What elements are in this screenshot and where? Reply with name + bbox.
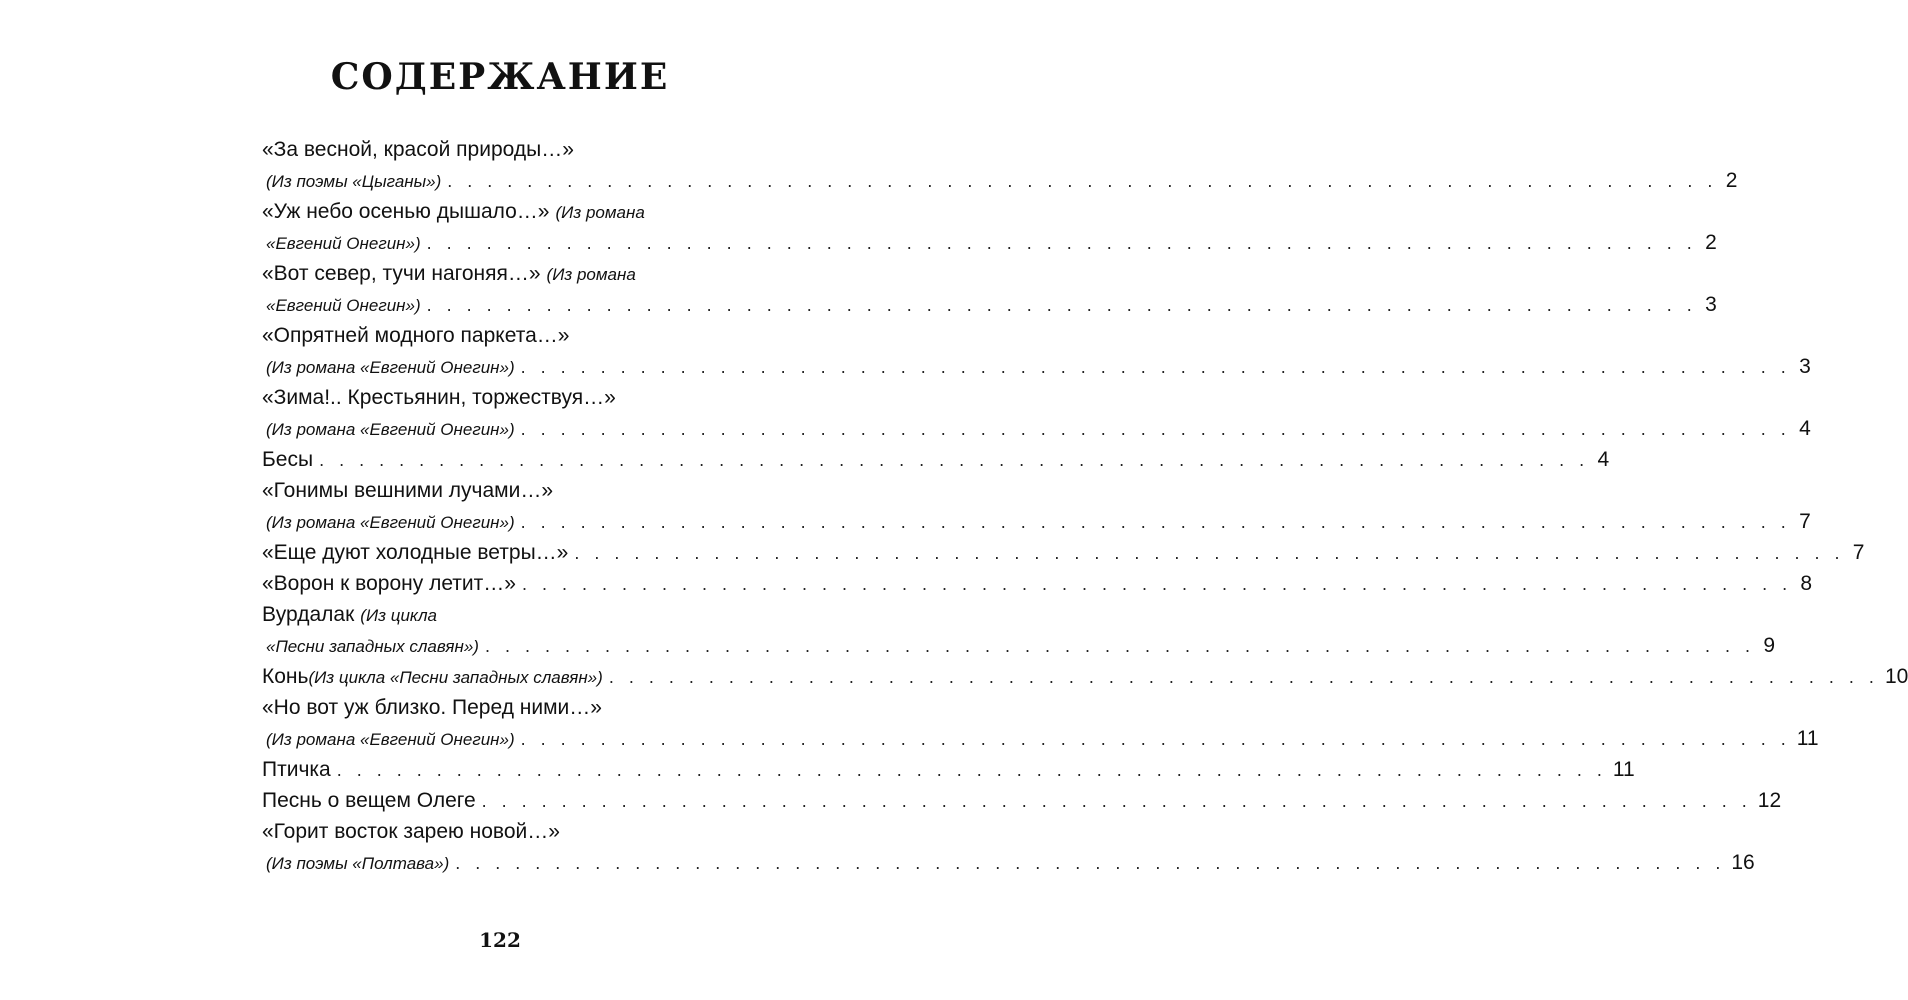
toc-page-number: 2: [1705, 231, 1717, 254]
toc-entry-source: (Из романа: [546, 265, 636, 284]
toc-page-number: 11: [1612, 758, 1635, 781]
toc-leader-dots: . . . . . . . . . . . . . . . . . . . . . . . . . . . . . . . . . . . . . . . . . . . . . . . . . . . . . . . . . . . . . . . .: [520, 512, 1791, 532]
toc-entry: [262, 754, 1635, 785]
toc-page-number: 8: [1800, 572, 1813, 595]
toc-page-number: 7: [1799, 510, 1811, 533]
toc-leader-dots: . . . . . . . . . . . . . . . . . . . . . . . . . . . . . . . . . . . . . . . . . . . . . . . . . . . . . . . . . . . . . . . .: [455, 853, 1726, 873]
toc-line: [262, 630, 1776, 661]
toc-entry: [262, 444, 1610, 475]
toc-entry-source: (Из поэмы «Цыганы»): [266, 172, 442, 191]
toc-leader-dots: . . . . . . . . . . . . . . . . . . . . . . . . . . . . . . . . . . . . . . . . . . . . . . . . . . . . . . . . . . . . . . . .: [521, 574, 1793, 594]
toc-entry: [262, 320, 1811, 382]
toc-entry-title: Песнь о вещем Олеге: [262, 789, 476, 812]
toc-entry-source: «Песни западных славян»): [266, 637, 479, 656]
toc-leader-dots: . . . . . . . . . . . . . . . . . . . . . . . . . . . . . . . . . . . . . . . . . . . . . . . . . . . . . . . . . . . . . . . .: [336, 760, 1607, 780]
table-of-contents: [262, 134, 1908, 878]
toc-line: [262, 320, 728, 351]
toc-page-number: 12: [1757, 789, 1782, 812]
toc-line: [262, 816, 728, 847]
toc-entry: [262, 599, 1776, 661]
toc-entry-title: «Ворон к ворону летит…»: [262, 572, 516, 595]
toc-entry: [262, 692, 1819, 754]
toc-entry-source: (Из цикла: [360, 606, 437, 625]
toc-line: [262, 661, 1908, 692]
toc-line: [262, 196, 728, 227]
toc-page-number: 4: [1597, 448, 1610, 471]
toc-entry-source: (Из романа «Евгений Онегин»): [266, 513, 515, 532]
toc-page-number: 2: [1725, 169, 1738, 192]
toc-entry-title: «За весной, красой природы…»: [262, 138, 574, 161]
toc-entry-title: «Вот север, тучи нагоняя…»: [262, 262, 541, 285]
toc-entry-source: (Из цикла «Песни западных славян»): [308, 668, 603, 687]
toc-entry-source: (Из романа «Евгений Онегин»): [266, 420, 515, 439]
page-number: 122: [479, 928, 521, 952]
toc-leader-dots: . . . . . . . . . . . . . . . . . . . . . . . . . . . . . . . . . . . . . . . . . . . . . . . . . . . . . . . . . . . . . . . .: [426, 295, 1697, 315]
toc-entry-source: (Из поэмы «Полтава»): [266, 854, 450, 873]
toc-entry: [262, 568, 1813, 599]
toc-leader-dots: . . . . . . . . . . . . . . . . . . . . . . . . . . . . . . . . . . . . . . . . . . . . . . . . . . . . . . . . . . . . . . . .: [520, 357, 1791, 377]
toc-entry-source: (Из романа «Евгений Онегин»): [266, 730, 515, 749]
toc-page-number: 3: [1705, 293, 1717, 316]
toc-leader-dots: . . . . . . . . . . . . . . . . . . . . . . . . . . . . . . . . . . . . . . . . . . . . . . . . . . . . . . . . . . . . . . . .: [520, 729, 1791, 749]
toc-line: [262, 475, 728, 506]
toc-entry-title: «Горит восток зарею новой…»: [262, 820, 560, 843]
toc-entry: [262, 196, 1717, 258]
toc-line: [262, 413, 1811, 444]
toc-line: [262, 165, 1738, 196]
toc-entry-title: Птичка: [262, 758, 331, 781]
toc-entry: [262, 134, 1738, 196]
toc-line: [262, 444, 1610, 475]
toc-entry-title: «Уж небо осенью дышало…»: [262, 200, 550, 223]
toc-line: [262, 134, 728, 165]
toc-entry-title: «Опрятней модного паркета…»: [262, 324, 570, 347]
toc-entry-source: (Из романа: [555, 203, 645, 222]
toc-line: [262, 723, 1819, 754]
toc-line: [262, 692, 728, 723]
toc-line: [262, 754, 1635, 785]
toc-entry-source: (Из романа «Евгений Онегин»): [266, 358, 515, 377]
toc-entry: [262, 537, 1865, 568]
toc-page-number: 4: [1799, 417, 1811, 440]
toc-entry-title: Вурдалак: [262, 603, 355, 626]
toc-line: [262, 227, 1717, 258]
toc-line: [262, 506, 1811, 537]
toc-line: [262, 382, 728, 413]
toc-line: [262, 258, 728, 289]
toc-line: [262, 289, 1717, 320]
toc-entry-title: «Еще дуют холодные ветры…»: [262, 541, 569, 564]
toc-entry: [262, 475, 1811, 537]
toc-page-number: 16: [1731, 851, 1755, 874]
toc-entry-title: «Зима!.. Крестьянин, торжествуя…»: [262, 386, 616, 409]
toc-leader-dots: . . . . . . . . . . . . . . . . . . . . . . . . . . . . . . . . . . . . . . . . . . . . . . . . . . . . . . . . . . . . . . . .: [426, 233, 1697, 253]
toc-page-number: 9: [1763, 634, 1776, 657]
toc-leader-dots: . . . . . . . . . . . . . . . . . . . . . . . . . . . . . . . . . . . . . . . . . . . . . . . . . . . . . . . . . . . . . . . .: [484, 636, 1756, 656]
toc-line: [262, 351, 1811, 382]
toc-entry-title: Бесы: [262, 448, 314, 471]
toc-leader-dots: . . . . . . . . . . . . . . . . . . . . . . . . . . . . . . . . . . . . . . . . . . . . . . . . . . . . . . . . . . . . . . . .: [520, 419, 1791, 439]
toc-page-number: 10: [1884, 665, 1908, 688]
toc-entry: [262, 258, 1717, 320]
toc-leader-dots: . . . . . . . . . . . . . . . . . . . . . . . . . . . . . . . . . . . . . . . . . . . . . . . . . . . . . . . . . . . . . . . .: [608, 667, 1879, 687]
toc-leader-dots: . . . . . . . . . . . . . . . . . . . . . . . . . . . . . . . . . . . . . . . . . . . . . . . . . . . . . . . . . . . . . . . .: [447, 171, 1718, 191]
toc-leader-dots: . . . . . . . . . . . . . . . . . . . . . . . . . . . . . . . . . . . . . . . . . . . . . . . . . . . . . . . . . . . . . . . .: [319, 450, 1590, 470]
toc-entry: [262, 661, 1908, 692]
toc-line: [262, 847, 1755, 878]
toc-page-number: 7: [1852, 541, 1865, 564]
toc-leader-dots: . . . . . . . . . . . . . . . . . . . . . . . . . . . . . . . . . . . . . . . . . . . . . . . . . . . . . . . . . . . . . . . .: [574, 543, 1845, 563]
toc-entry-title: Конь: [262, 665, 309, 688]
toc-line: [262, 785, 1782, 816]
toc-entry-title: «Но вот уж близко. Перед ними…»: [262, 696, 602, 719]
toc-entry: [262, 816, 1755, 878]
toc-line: [262, 568, 1813, 599]
toc-page-number: 11: [1796, 727, 1819, 750]
toc-entry: [262, 785, 1782, 816]
toc-leader-dots: . . . . . . . . . . . . . . . . . . . . . . . . . . . . . . . . . . . . . . . . . . . . . . . . . . . . . . . . . . . . . . . .: [481, 791, 1752, 811]
toc-line: [262, 537, 1865, 568]
page-title: СОДЕРЖАНИЕ: [330, 56, 670, 98]
toc-entry-source: «Евгений Онегин»): [266, 234, 421, 253]
toc-entry-title: «Гонимы вешними лучами…»: [262, 479, 554, 502]
toc-page-number: 3: [1799, 355, 1811, 378]
toc-entry-source: «Евгений Онегин»): [266, 296, 421, 315]
toc-entry: [262, 382, 1811, 444]
toc-line: [262, 599, 728, 630]
